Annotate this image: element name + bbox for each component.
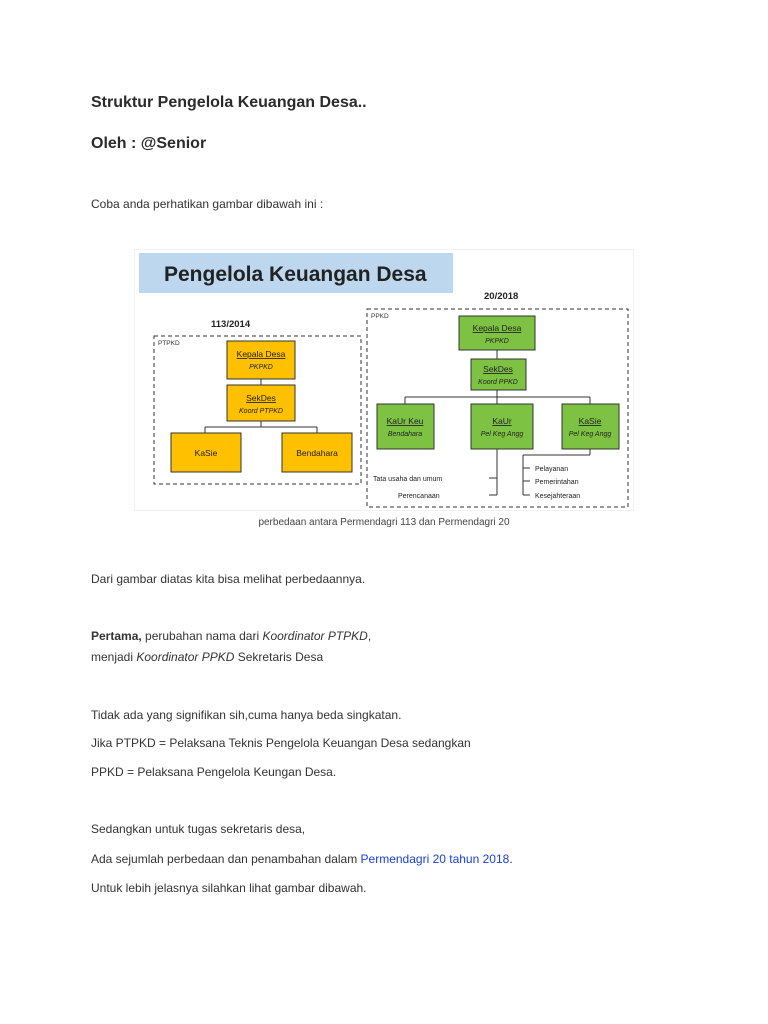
right-kaur-sub: Pel Keg Angg: [480, 431, 524, 438]
figure-caption: perbedaan antara Permendagri 113 dan Permendagri 20: [258, 517, 510, 528]
paragraph-6: Sedangkan untuk tugas sekretaris desa,: [91, 822, 306, 836]
right-kaur-title: KaUr: [492, 416, 512, 426]
right-sekdes-title: SekDes: [483, 364, 513, 374]
paragraph-7: [91, 849, 513, 870]
post-author: Oleh : @Senior: [91, 135, 207, 152]
left-kasie-title: KaSie: [194, 448, 218, 458]
left-sekdes-box: [227, 385, 295, 421]
left-bendahara-title: Bendahara: [296, 448, 338, 458]
right-kasie-sub: Pel Keg Angg: [568, 431, 612, 438]
right-kepala-desa-box: [459, 316, 535, 350]
kasie-item-pemerintahan: Pemerintahan: [535, 479, 579, 486]
right-kaur-box: [471, 404, 533, 449]
right-panel-tag: PPKD: [371, 313, 389, 320]
paragraph-3: Tidak ada yang signifikan sih,cuma hanya beda singkatan.: [91, 708, 402, 722]
left-year-label: 113/2014: [211, 319, 251, 330]
kaur-item-perencanaan: Perencanaan: [398, 493, 440, 500]
paragraph-2-bold: Pertama,: [91, 629, 142, 643]
right-kaurkeu-title: KaUr Keu: [386, 416, 424, 426]
paragraph-7-a: Ada sejumlah perbedaan dan penambahan dalam: [91, 852, 361, 866]
left-kepala-sub: PKPKD: [249, 364, 273, 371]
kasie-item-kesejahteraan: Kesejahteraan: [535, 493, 581, 500]
left-panel-tag: PTPKD: [158, 340, 180, 347]
paragraph-5: PPKD = Pelaksana Pengelola Keungan Desa.: [91, 765, 337, 779]
paragraph-2-b: ,: [367, 629, 372, 643]
post-title: Struktur Pengelola Keuangan Desa..: [91, 94, 367, 111]
paragraph-7-b: .: [509, 852, 513, 866]
paragraph-8: Untuk lebih jelasnya silahkan lihat gambar dibawah.: [91, 881, 367, 895]
right-kepala-title: Kepala Desa: [472, 323, 522, 333]
left-bendahara-box: [282, 433, 352, 472]
right-year-label: 20/2018: [484, 291, 519, 302]
paragraph-2: [91, 626, 371, 668]
paragraph-1: Dari gambar diatas kita bisa melihat perbedaannya.: [91, 572, 366, 586]
paragraph-4: Jika PTPKD = Pelaksana Teknis Pengelola Keuangan Desa sedangkan: [91, 736, 471, 750]
right-kaur-keu-box: [377, 404, 434, 449]
figure-header: Pengelola Keuangan Desa: [164, 263, 427, 286]
right-kasie-box: [562, 404, 619, 449]
paragraph-2-line2-b: Sekretaris Desa: [234, 650, 324, 664]
paragraph-2-italic-1: Koordinator PTPKD: [262, 629, 368, 643]
paragraph-2-line2-a: menjadi: [91, 650, 137, 664]
left-kasie-box: [171, 433, 241, 472]
left-sekdes-sub: Koord PTPKD: [239, 408, 283, 415]
paragraph-2-italic-2: Koordinator PPKD: [136, 650, 235, 664]
right-sekdes-box: [471, 359, 526, 390]
left-sekdes-title: SekDes: [246, 393, 276, 403]
right-kasie-title: KaSie: [578, 416, 602, 426]
right-sekdes-sub: Koord PPKD: [478, 379, 518, 386]
org-chart-figure: [134, 249, 634, 511]
kasie-item-pelayanan: Pelayanan: [535, 466, 569, 473]
permendagri-link[interactable]: Permendagri 20 tahun 2018: [360, 852, 510, 866]
paragraph-2-a: perubahan nama dari: [141, 629, 263, 643]
left-kepala-desa-box: [227, 341, 295, 379]
kaur-item-tata-usaha: Tata usaha dan umum: [373, 476, 443, 483]
intro-text: Coba anda perhatikan gambar dibawah ini :: [91, 197, 324, 211]
right-kaurkeu-sub: Bendahara: [387, 431, 423, 438]
right-kepala-sub: PKPKD: [485, 338, 509, 345]
left-kepala-title: Kepala Desa: [236, 349, 286, 359]
